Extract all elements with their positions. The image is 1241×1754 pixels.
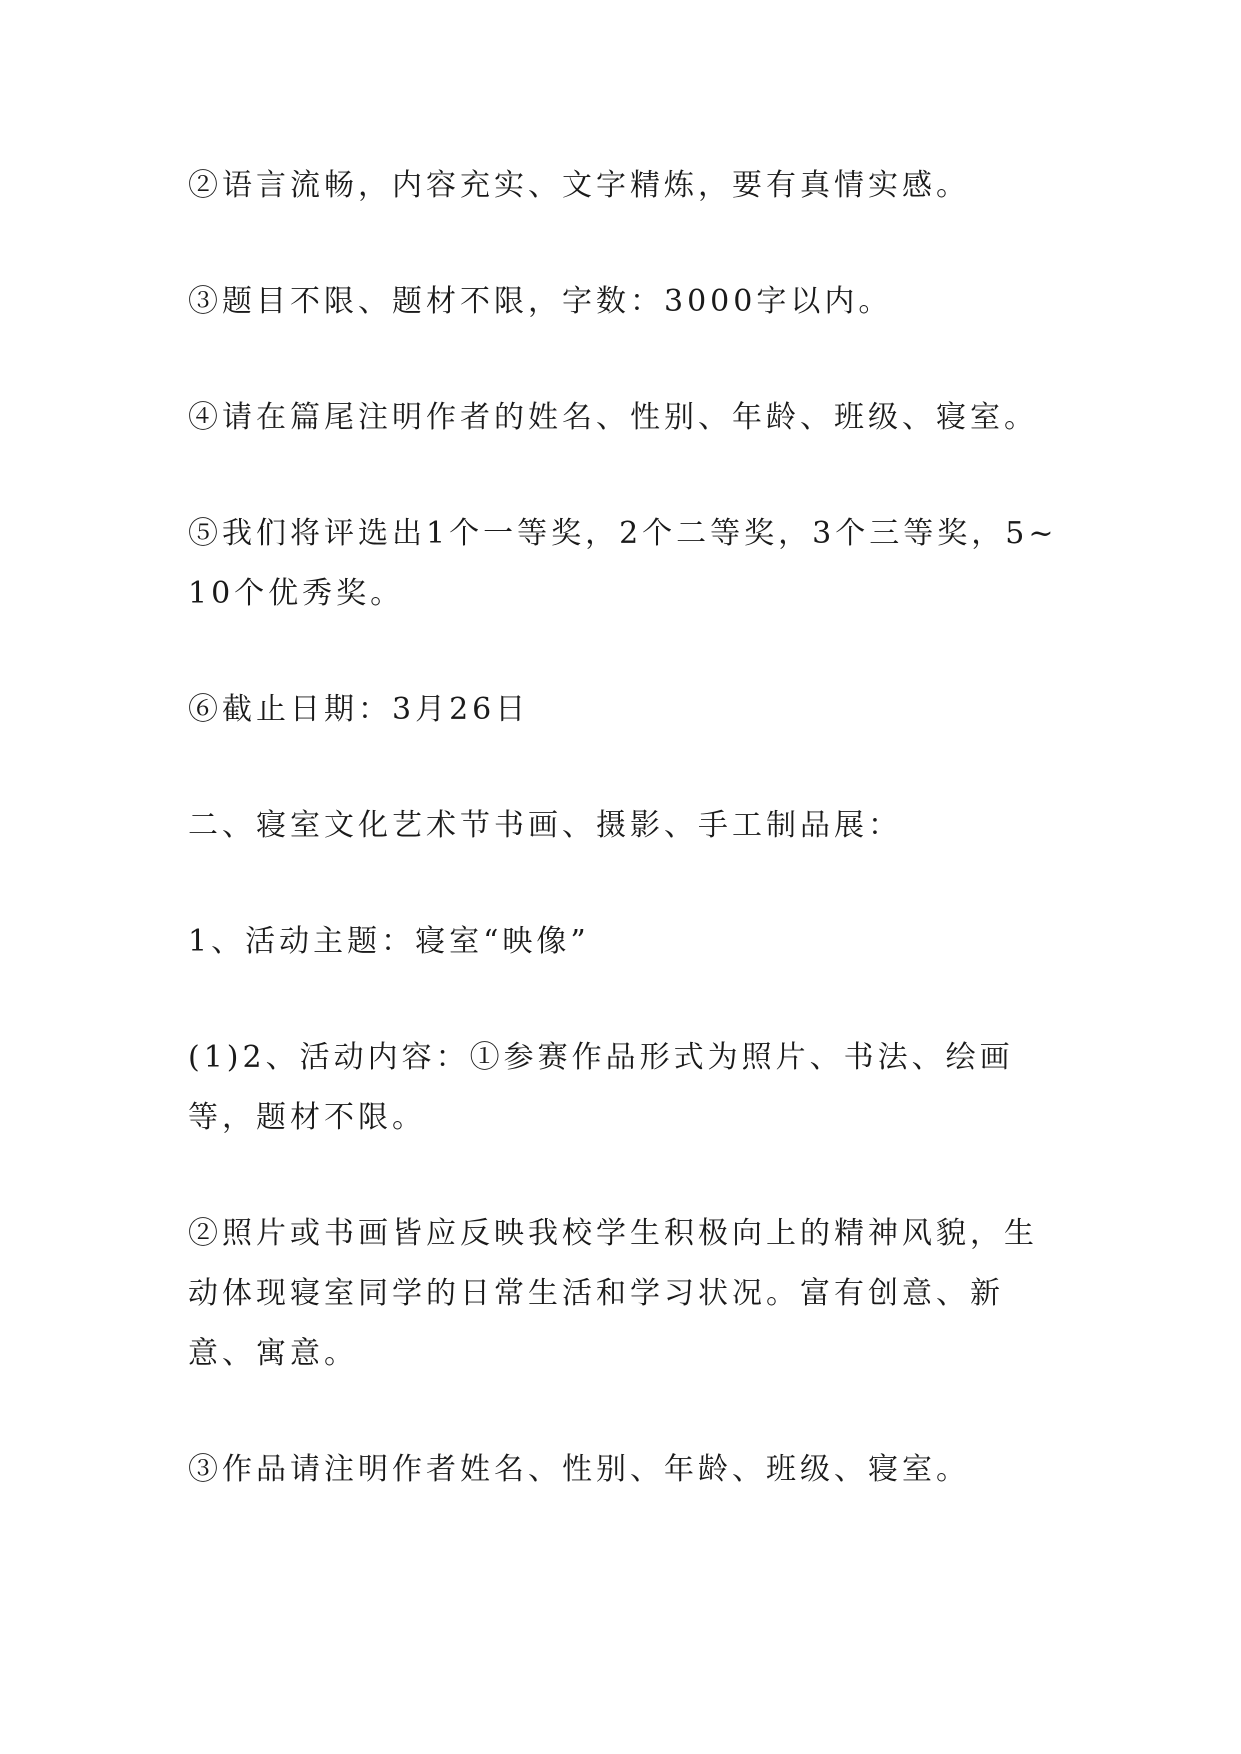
paragraph-activity-theme: 1、活动主题：寝室“映像” bbox=[188, 924, 590, 959]
section-heading-exhibition: 二、寝室文化艺术节书画、摄影、手工制品展： bbox=[188, 808, 902, 843]
paragraph-activity-content: (1)2、活动内容：①参赛作品形式为照片、书法、绘画等，题材不限。 bbox=[188, 1040, 1014, 1135]
paragraph-deadline: ⑥截止日期：3月26日 bbox=[188, 692, 530, 727]
paragraph-works-author-info: ③作品请注明作者姓名、性别、年龄、班级、寝室。 bbox=[188, 1452, 970, 1487]
paragraph-topic-requirement: ③题目不限、题材不限，字数：3000字以内。 bbox=[188, 284, 893, 319]
paragraph-language-requirement: ②语言流畅，内容充实、文字精炼，要有真情实感。 bbox=[188, 168, 970, 203]
paragraph-works-requirement: ②照片或书画皆应反映我校学生积极向上的精神风貌，生动体现寝室同学的日常生活和学习状况。富有创意、新意、寓意。 bbox=[188, 1216, 1038, 1371]
paragraph-awards: ⑤我们将评选出1个一等奖，2个二等奖，3个三等奖，5~10个优秀奖。 bbox=[188, 516, 1058, 611]
paragraph-author-info: ④请在篇尾注明作者的姓名、性别、年龄、班级、寝室。 bbox=[188, 400, 1038, 435]
